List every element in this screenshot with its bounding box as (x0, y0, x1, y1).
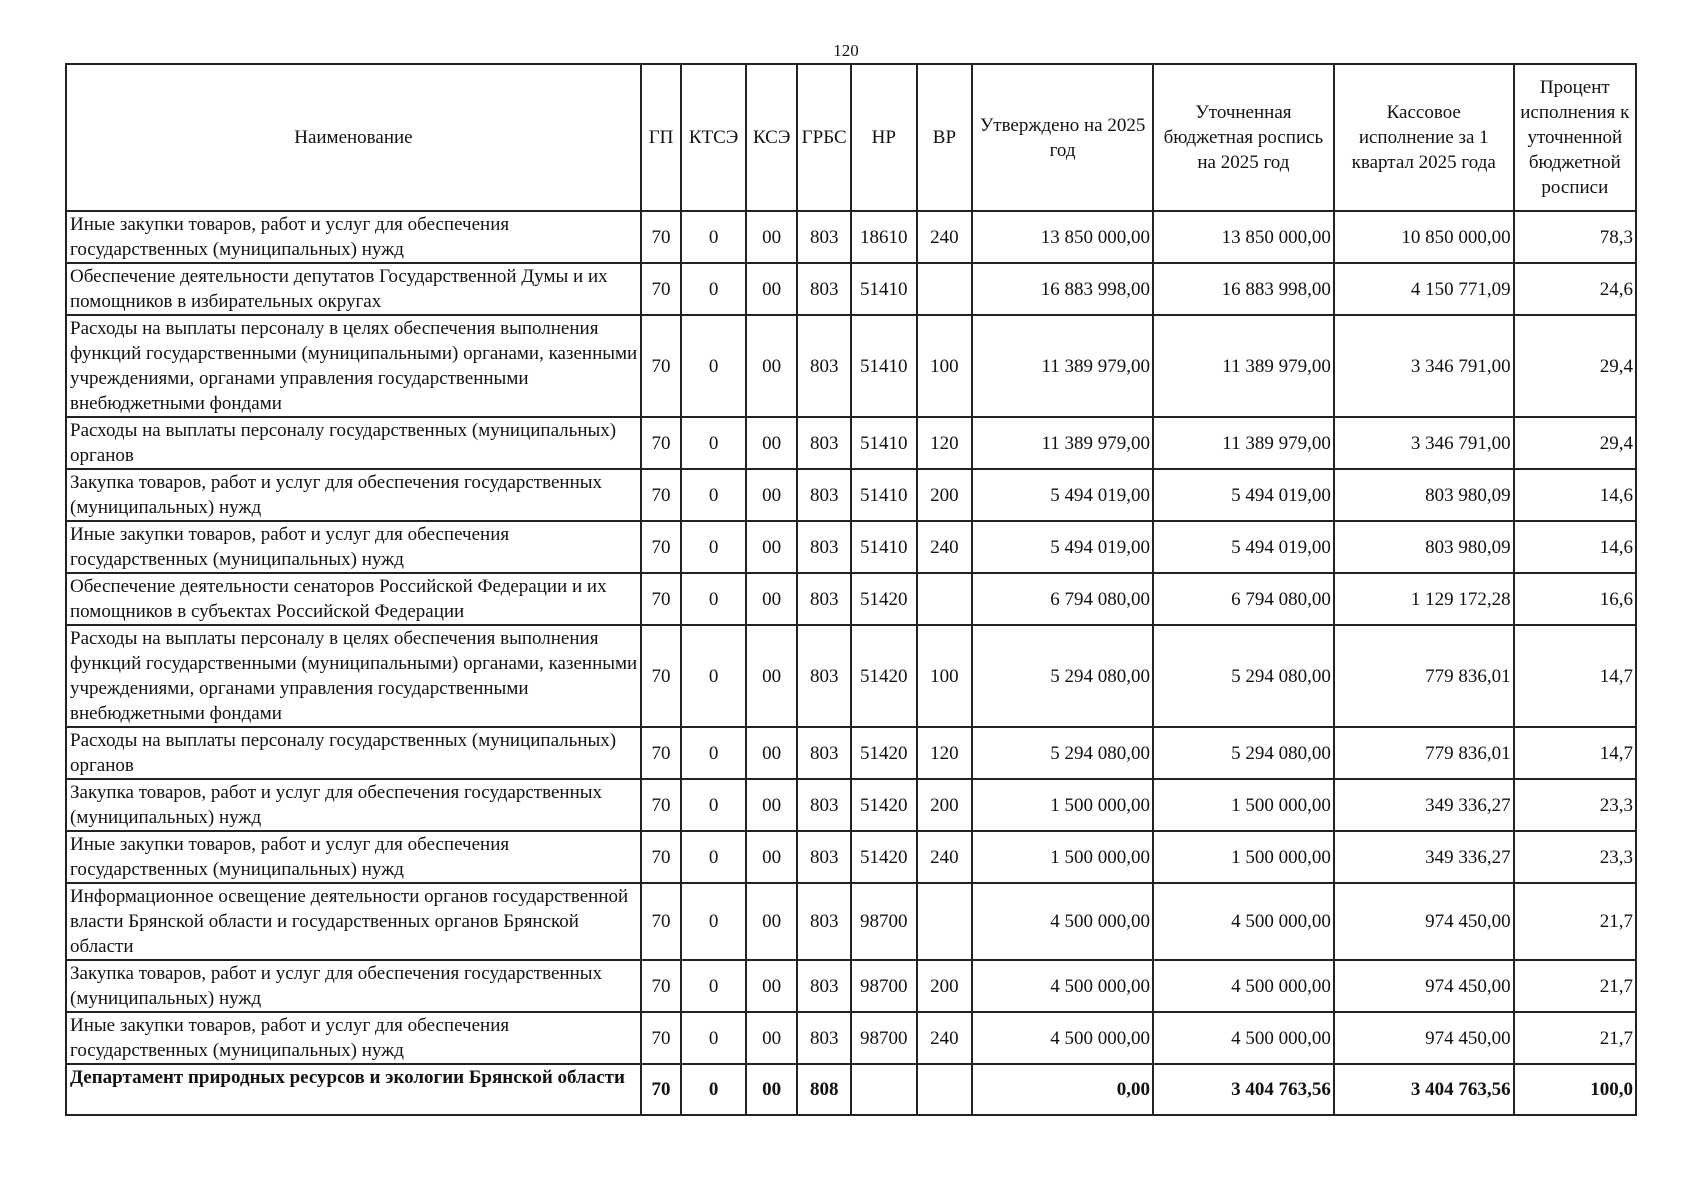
cell-refined: 16 883 998,00 (1153, 263, 1334, 315)
table-row (66, 521, 1636, 573)
cell-gp: 70 (641, 960, 681, 1012)
cell-name: Иные закупки товаров, работ и услуг для обеспечения государственных (муниципальных) нужд (66, 831, 641, 883)
cell-nr: 51410 (851, 263, 917, 315)
cell-kse: 00 (746, 1012, 798, 1064)
cell-vr: 240 (917, 211, 973, 263)
cell-percent: 14,6 (1514, 521, 1636, 573)
cell-gp: 70 (641, 883, 681, 960)
cell-percent: 29,4 (1514, 417, 1636, 469)
cell-nr: 18610 (851, 211, 917, 263)
cell-vr (917, 263, 973, 315)
cell-percent: 21,7 (1514, 960, 1636, 1012)
cell-grbs: 803 (797, 469, 851, 521)
cell-percent: 23,3 (1514, 831, 1636, 883)
header-cash: Кассовое исполнение за 1 квартал 2025 года (1334, 64, 1514, 211)
cell-ktse: 0 (681, 573, 746, 625)
cell-grbs: 803 (797, 263, 851, 315)
cell-nr: 51410 (851, 469, 917, 521)
cell-cash: 779 836,01 (1334, 625, 1514, 727)
cell-kse: 00 (746, 625, 798, 727)
header-name: Наименование (66, 64, 641, 211)
cell-cash: 974 450,00 (1334, 883, 1514, 960)
cell-grbs: 803 (797, 1012, 851, 1064)
cell-refined: 5 494 019,00 (1153, 521, 1334, 573)
cell-name: Департамент природных ресурсов и экологии Брянской области (66, 1064, 641, 1115)
cell-refined: 5 494 019,00 (1153, 469, 1334, 521)
table-row (66, 315, 1636, 417)
cell-vr (917, 1064, 973, 1115)
cell-nr: 98700 (851, 1012, 917, 1064)
cell-kse: 00 (746, 831, 798, 883)
cell-vr: 100 (917, 625, 973, 727)
table-row (66, 625, 1636, 727)
cell-cash: 974 450,00 (1334, 1012, 1514, 1064)
page-number: 120 (833, 41, 859, 60)
cell-refined: 1 500 000,00 (1153, 831, 1334, 883)
header-ktse: КТСЭ (681, 64, 746, 211)
header-percent: Процент исполнения к уточненной бюджетной росписи (1514, 64, 1636, 211)
cell-name: Иные закупки товаров, работ и услуг для обеспечения государственных (муниципальных) нужд (66, 211, 641, 263)
cell-approved: 11 389 979,00 (972, 315, 1153, 417)
cell-name: Обеспечение деятельности сенаторов Российской Федерации и их помощников в субъектах Российской Федерации (66, 573, 641, 625)
table-row (66, 417, 1636, 469)
cell-refined: 5 294 080,00 (1153, 625, 1334, 727)
cell-approved: 1 500 000,00 (972, 779, 1153, 831)
cell-gp: 70 (641, 417, 681, 469)
cell-nr (851, 1064, 917, 1115)
cell-refined: 4 500 000,00 (1153, 960, 1334, 1012)
table-row (66, 263, 1636, 315)
cell-cash: 349 336,27 (1334, 779, 1514, 831)
cell-refined: 1 500 000,00 (1153, 779, 1334, 831)
cell-nr: 98700 (851, 960, 917, 1012)
table-row (66, 779, 1636, 831)
cell-gp: 70 (641, 831, 681, 883)
cell-name: Обеспечение деятельности депутатов Государственной Думы и их помощников в избирательных округах (66, 263, 641, 315)
cell-cash: 4 150 771,09 (1334, 263, 1514, 315)
header-refined: Уточненная бюджетная роспись на 2025 год (1153, 64, 1334, 211)
cell-gp: 70 (641, 469, 681, 521)
cell-kse: 00 (746, 573, 798, 625)
cell-name: Иные закупки товаров, работ и услуг для обеспечения государственных (муниципальных) нужд (66, 1012, 641, 1064)
cell-nr: 51420 (851, 779, 917, 831)
cell-percent: 24,6 (1514, 263, 1636, 315)
cell-grbs: 808 (797, 1064, 851, 1115)
cell-grbs: 803 (797, 211, 851, 263)
cell-kse: 00 (746, 960, 798, 1012)
cell-name: Расходы на выплаты персоналу государственных (муниципальных) органов (66, 417, 641, 469)
cell-refined: 4 500 000,00 (1153, 1012, 1334, 1064)
cell-ktse: 0 (681, 625, 746, 727)
cell-gp: 70 (641, 779, 681, 831)
cell-percent: 29,4 (1514, 315, 1636, 417)
cell-cash: 803 980,09 (1334, 469, 1514, 521)
cell-approved: 6 794 080,00 (972, 573, 1153, 625)
cell-vr (917, 883, 973, 960)
cell-kse: 00 (746, 417, 798, 469)
cell-name: Расходы на выплаты персоналу в целях обеспечения выполнения функций государственными (муниципальными) органами, казенными учреждениями, органами управления государственными внебюджетными фондами (66, 315, 641, 417)
cell-cash: 3 346 791,00 (1334, 315, 1514, 417)
cell-approved: 0,00 (972, 1064, 1153, 1115)
cell-percent: 14,7 (1514, 727, 1636, 779)
cell-vr: 120 (917, 417, 973, 469)
cell-ktse: 0 (681, 960, 746, 1012)
cell-gp: 70 (641, 211, 681, 263)
cell-grbs: 803 (797, 831, 851, 883)
table-row (66, 1012, 1636, 1064)
cell-approved: 5 494 019,00 (972, 521, 1153, 573)
cell-percent: 21,7 (1514, 883, 1636, 960)
cell-grbs: 803 (797, 521, 851, 573)
table-row (66, 211, 1636, 263)
cell-grbs: 803 (797, 960, 851, 1012)
header-row (66, 64, 1636, 211)
header-kse: КСЭ (746, 64, 798, 211)
cell-cash: 974 450,00 (1334, 960, 1514, 1012)
cell-ktse: 0 (681, 315, 746, 417)
cell-vr: 200 (917, 960, 973, 1012)
cell-refined: 3 404 763,56 (1153, 1064, 1334, 1115)
cell-grbs: 803 (797, 779, 851, 831)
cell-ktse: 0 (681, 727, 746, 779)
table-row (66, 1064, 1636, 1115)
cell-ktse: 0 (681, 1012, 746, 1064)
cell-vr: 100 (917, 315, 973, 417)
table-row (66, 883, 1636, 960)
cell-ktse: 0 (681, 831, 746, 883)
header-grbs: ГРБС (797, 64, 851, 211)
cell-ktse: 0 (681, 521, 746, 573)
cell-approved: 11 389 979,00 (972, 417, 1153, 469)
cell-cash: 3 346 791,00 (1334, 417, 1514, 469)
cell-nr: 51420 (851, 573, 917, 625)
cell-refined: 5 294 080,00 (1153, 727, 1334, 779)
cell-ktse: 0 (681, 469, 746, 521)
cell-vr: 120 (917, 727, 973, 779)
cell-nr: 51410 (851, 521, 917, 573)
header-approved: Утверждено на 2025 год (972, 64, 1153, 211)
cell-name: Иные закупки товаров, работ и услуг для обеспечения государственных (муниципальных) нужд (66, 521, 641, 573)
cell-percent: 100,0 (1514, 1064, 1636, 1115)
table-row (66, 727, 1636, 779)
cell-approved: 4 500 000,00 (972, 883, 1153, 960)
cell-kse: 00 (746, 727, 798, 779)
cell-gp: 70 (641, 625, 681, 727)
cell-gp: 70 (641, 263, 681, 315)
cell-gp: 70 (641, 521, 681, 573)
cell-gp: 70 (641, 727, 681, 779)
cell-kse: 00 (746, 521, 798, 573)
cell-approved: 5 294 080,00 (972, 727, 1153, 779)
cell-cash: 803 980,09 (1334, 521, 1514, 573)
cell-vr: 240 (917, 831, 973, 883)
cell-name: Информационное освещение деятельности органов государственной власти Брянской области и государственных органов Брянской области (66, 883, 641, 960)
table-row (66, 573, 1636, 625)
cell-kse: 00 (746, 263, 798, 315)
cell-kse: 00 (746, 469, 798, 521)
cell-gp: 70 (641, 315, 681, 417)
cell-cash: 10 850 000,00 (1334, 211, 1514, 263)
budget-execution-table (65, 63, 1637, 1116)
cell-approved: 16 883 998,00 (972, 263, 1153, 315)
cell-kse: 00 (746, 315, 798, 417)
table-header (66, 64, 1636, 211)
cell-refined: 13 850 000,00 (1153, 211, 1334, 263)
cell-gp: 70 (641, 573, 681, 625)
cell-ktse: 0 (681, 883, 746, 960)
cell-percent: 16,6 (1514, 573, 1636, 625)
cell-name: Закупка товаров, работ и услуг для обеспечения государственных (муниципальных) нужд (66, 960, 641, 1012)
cell-percent: 21,7 (1514, 1012, 1636, 1064)
cell-grbs: 803 (797, 625, 851, 727)
cell-grbs: 803 (797, 883, 851, 960)
table-body (66, 211, 1636, 1115)
cell-percent: 14,7 (1514, 625, 1636, 727)
cell-cash: 779 836,01 (1334, 727, 1514, 779)
cell-nr: 51420 (851, 625, 917, 727)
cell-ktse: 0 (681, 263, 746, 315)
cell-vr (917, 573, 973, 625)
cell-refined: 6 794 080,00 (1153, 573, 1334, 625)
cell-kse: 00 (746, 883, 798, 960)
cell-nr: 51420 (851, 727, 917, 779)
cell-refined: 11 389 979,00 (1153, 417, 1334, 469)
cell-vr: 200 (917, 469, 973, 521)
header-nr: НР (851, 64, 917, 211)
cell-kse: 00 (746, 211, 798, 263)
cell-vr: 240 (917, 521, 973, 573)
cell-percent: 78,3 (1514, 211, 1636, 263)
cell-ktse: 0 (681, 779, 746, 831)
cell-kse: 00 (746, 1064, 798, 1115)
cell-percent: 14,6 (1514, 469, 1636, 521)
cell-nr: 98700 (851, 883, 917, 960)
cell-grbs: 803 (797, 417, 851, 469)
cell-nr: 51420 (851, 831, 917, 883)
cell-approved: 5 494 019,00 (972, 469, 1153, 521)
cell-name: Закупка товаров, работ и услуг для обеспечения государственных (муниципальных) нужд (66, 469, 641, 521)
cell-kse: 00 (746, 779, 798, 831)
cell-grbs: 803 (797, 727, 851, 779)
cell-nr: 51410 (851, 417, 917, 469)
cell-cash: 349 336,27 (1334, 831, 1514, 883)
cell-ktse: 0 (681, 417, 746, 469)
cell-nr: 51410 (851, 315, 917, 417)
cell-cash: 1 129 172,28 (1334, 573, 1514, 625)
table-row (66, 960, 1636, 1012)
cell-gp: 70 (641, 1064, 681, 1115)
cell-refined: 11 389 979,00 (1153, 315, 1334, 417)
cell-approved: 1 500 000,00 (972, 831, 1153, 883)
cell-vr: 240 (917, 1012, 973, 1064)
cell-approved: 4 500 000,00 (972, 1012, 1153, 1064)
cell-percent: 23,3 (1514, 779, 1636, 831)
cell-approved: 5 294 080,00 (972, 625, 1153, 727)
cell-grbs: 803 (797, 573, 851, 625)
cell-refined: 4 500 000,00 (1153, 883, 1334, 960)
cell-cash: 3 404 763,56 (1334, 1064, 1514, 1115)
cell-name: Расходы на выплаты персоналу в целях обеспечения выполнения функций государственными (муниципальными) органами, казенными учреждениями, органами управления государственными внебюджетными фондами (66, 625, 641, 727)
header-gp: ГП (641, 64, 681, 211)
header-vr: ВР (917, 64, 973, 211)
cell-approved: 13 850 000,00 (972, 211, 1153, 263)
cell-approved: 4 500 000,00 (972, 960, 1153, 1012)
cell-gp: 70 (641, 1012, 681, 1064)
cell-ktse: 0 (681, 1064, 746, 1115)
table-row (66, 831, 1636, 883)
cell-name: Расходы на выплаты персоналу государственных (муниципальных) органов (66, 727, 641, 779)
cell-ktse: 0 (681, 211, 746, 263)
table-row (66, 469, 1636, 521)
cell-name: Закупка товаров, работ и услуг для обеспечения государственных (муниципальных) нужд (66, 779, 641, 831)
cell-vr: 200 (917, 779, 973, 831)
cell-grbs: 803 (797, 315, 851, 417)
